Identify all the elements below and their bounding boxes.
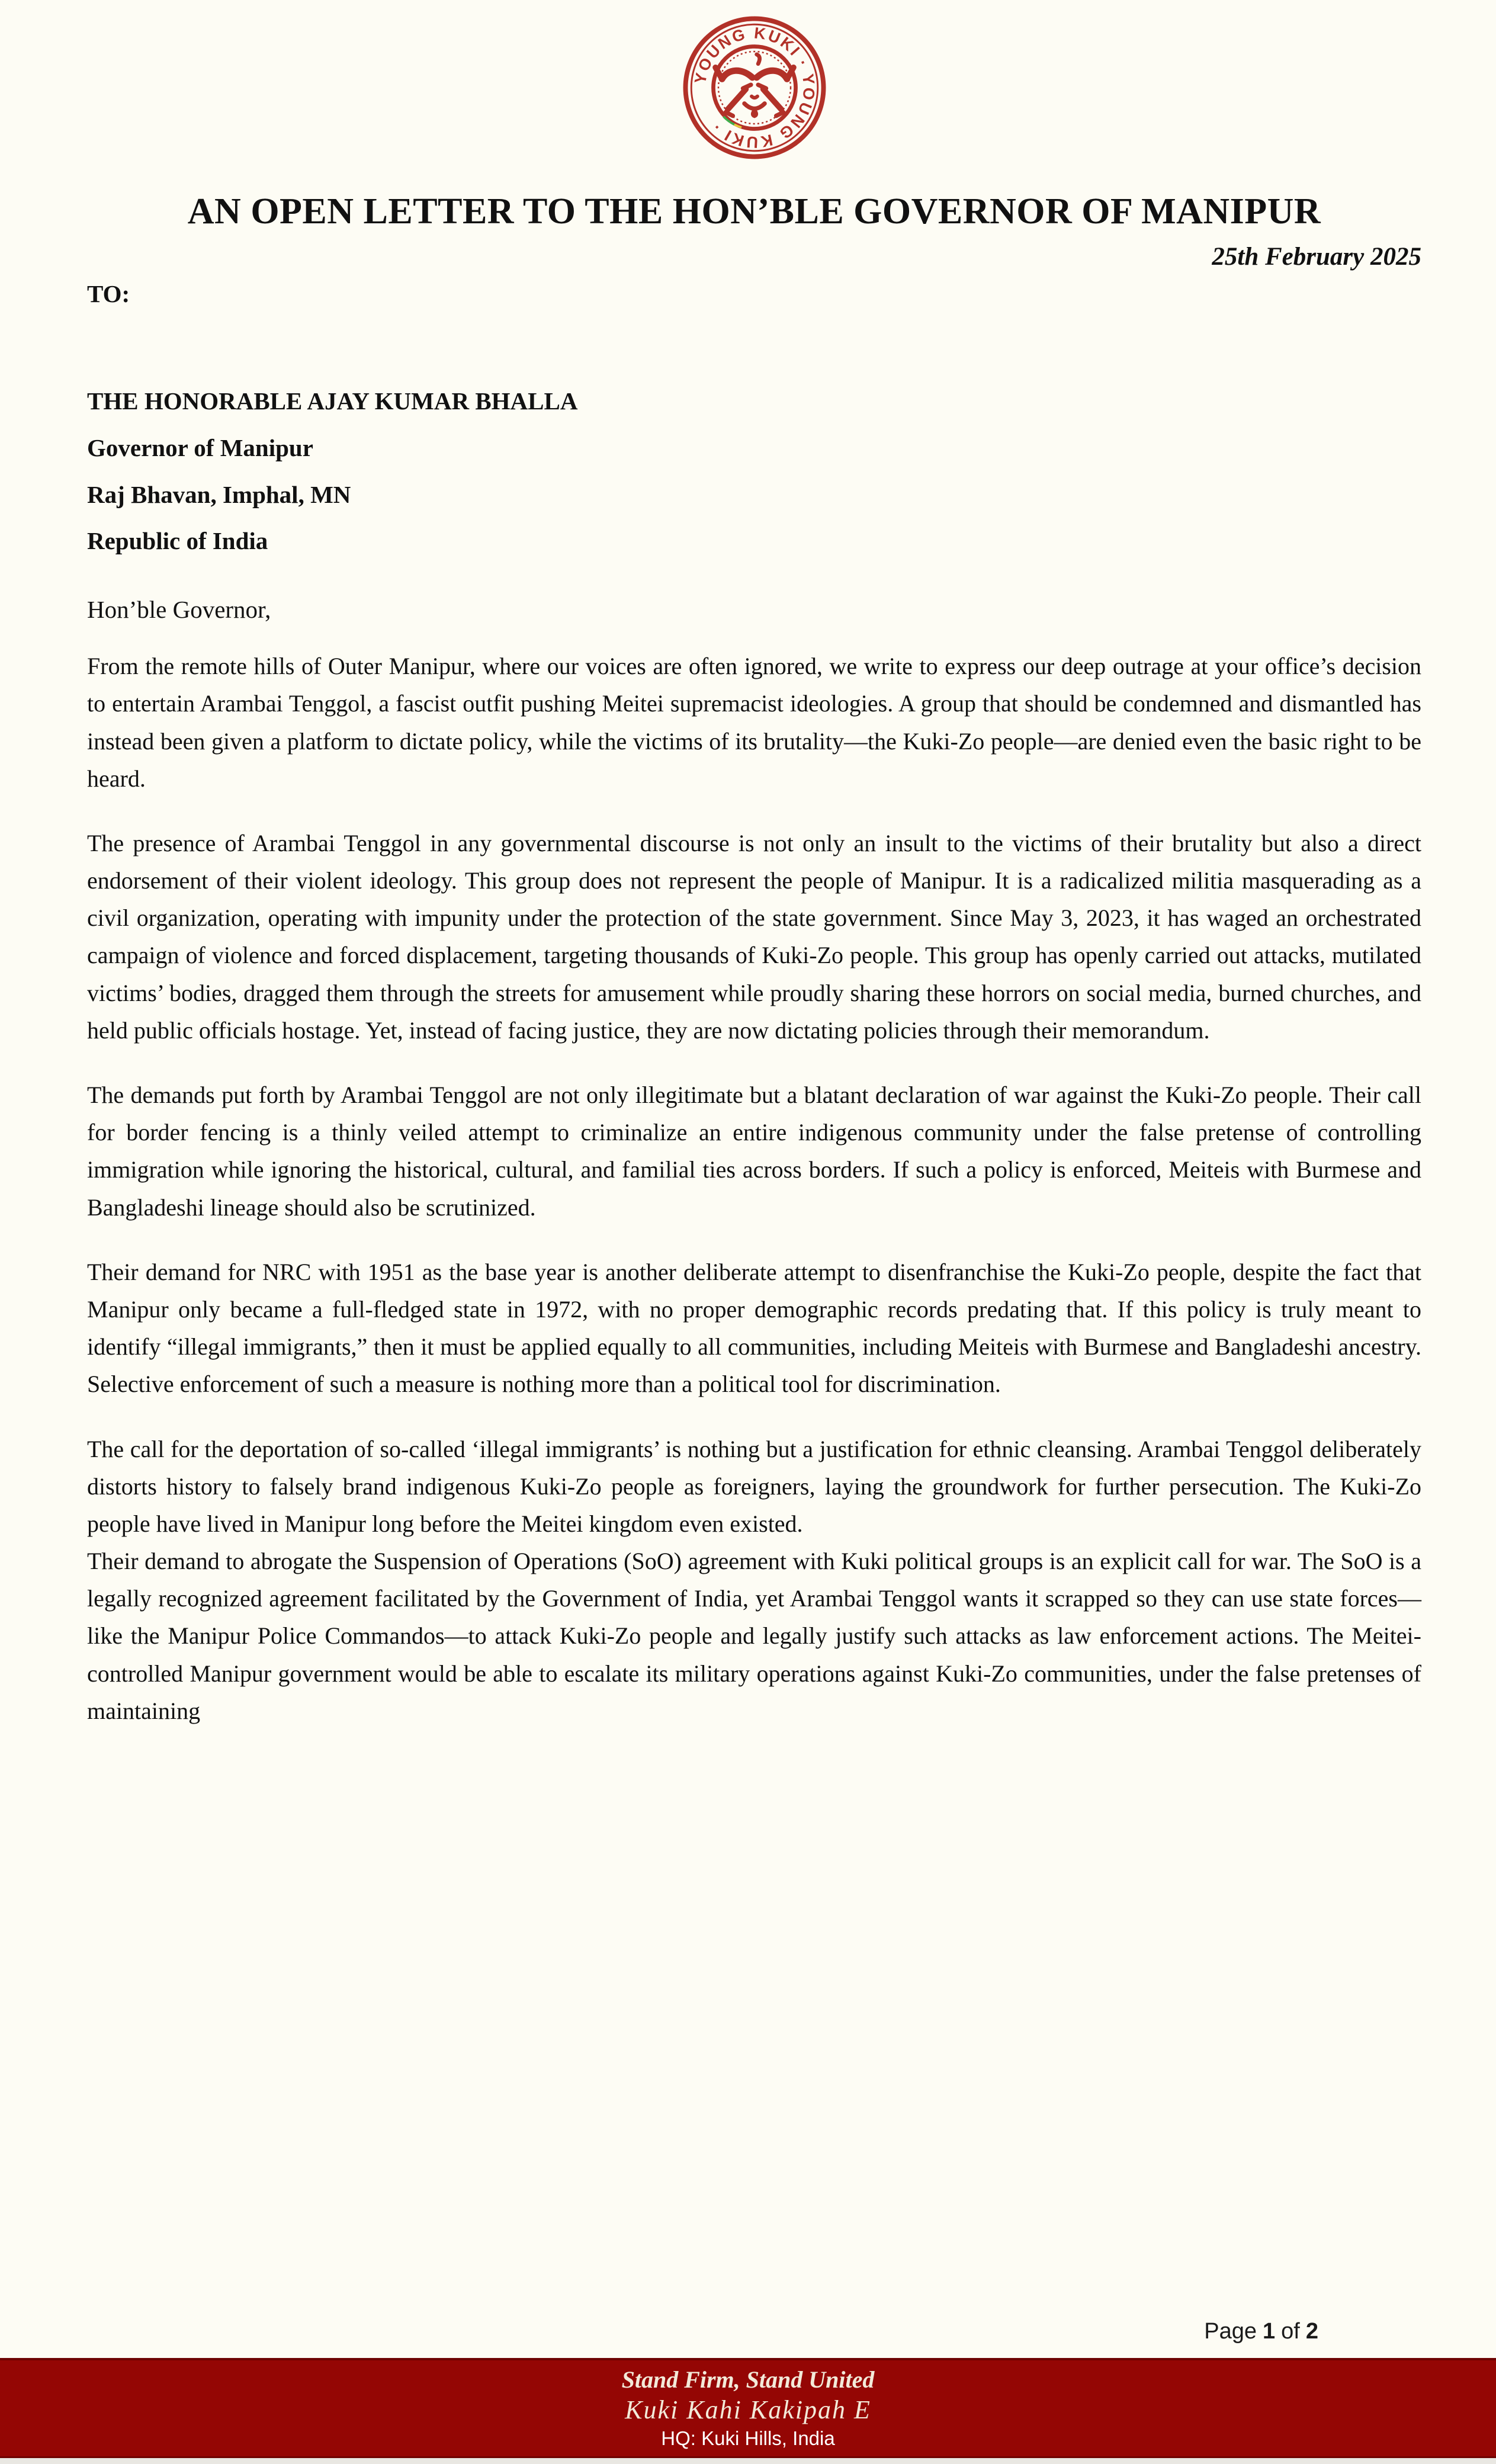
letter-title: AN OPEN LETTER TO THE HON’BLE GOVERNOR OF MANIPUR: [187, 191, 1321, 232]
paragraph-2: The presence of Arambai Tenggol in any governmental discourse is not only an insult to the victims of their brutality but also a direct endorsement of their violent ideology. This group does not represent the people of Manipur. It is a radicalized militia masquerading as a civil organization, operating with impunity under the protection of the state government. Since May 3, 2023, it has waged an orchestrated campaign of violence and forced displacement, targeting thousands of Kuki-Zo people. This group has openly carried out attacks, mutilated victims’ bodies, dragged them through the streets for amusement while proudly sharing these horrors on social media, burned churches, and held public officials hostage. Yet, instead of facing justice, they are now dictating policies through their memorandum.: [87, 829, 1421, 1044]
page-number-total: 2: [1305, 2319, 1318, 2344]
paragraph-6: Their demand to abrogate the Suspension of Operations (SoO) agreement with Kuki political groups is an explicit call for war. The SoO is a legally recognized agreement facilitated by the Government of India, yet Arambai Tenggol wants it scrapped so they can use state forces—like the Manipur Police Commandos—to attack Kuki-Zo people and legally justify such attacks as law enforcement actions. The Meitei-controlled Manipur government would be able to escalate its military operations against Kuki-Zo communities, under the false pretenses of maintaining: [87, 1548, 1421, 1724]
letter-date: 25th February 2025: [1212, 243, 1421, 271]
bottom-edge-strip: [0, 2458, 1496, 2464]
page-number-current: 1: [1263, 2319, 1276, 2344]
recipient-country: Republic of India: [87, 527, 268, 555]
footer-motto-native: Kuki Kahi Kakipah E: [625, 2395, 871, 2424]
paragraph-5: The call for the deportation of so-called ‘illegal immigrants’ is nothing but a justification for ethnic cleansing. Arambai Tenggol deliberately distorts history to falsely brand indigenous Kuki-Zo people as foreigners, laying the groundwork for further persecution. The Kuki-Zo people have lived in Manipur long before the Meitei kingdom even existed.: [87, 1435, 1421, 1537]
recipient-name: THE HONORABLE AJAY KUMAR BHALLA: [87, 387, 578, 415]
salutation: Hon’ble Governor,: [87, 596, 271, 624]
footer-hq: HQ: Kuki Hills, India: [661, 2427, 835, 2450]
page-number: [1204, 2319, 1318, 2344]
young-kuki-seal-icon: [682, 15, 827, 160]
page-number-label: Page: [1204, 2319, 1257, 2344]
to-label: TO:: [87, 280, 130, 308]
recipient-block: [87, 378, 1421, 564]
paragraph-3: The demands put forth by Arambai Tenggol are not only illegitimate but a blatant declaration of war against the Kuki-Zo people. Their call for border fencing is a thinly veiled attempt to criminalize an entire indigenous community under the false pretense of controlling immigration while ignoring the historical, cultural, and familial ties across borders. If such a policy is enforced, Meiteis with Burmese and Bangladeshi lineage should also be scrutinized.: [87, 1082, 1421, 1221]
paragraph-1: From the remote hills of Outer Manipur, where our voices are often ignored, we write to express our deep outrage at your office’s decision to entertain Arambai Tenggol, a fascist outfit pushing Meitei supremacist ideologies. A group that should be condemned and dismantled has instead been given a platform to dictate policy, while the victims of its brutality—the Kuki-Zo people—are denied even the basic right to be heard.: [87, 653, 1421, 792]
footer-band: [0, 2358, 1496, 2458]
footer-motto: Stand Firm, Stand United: [621, 2366, 875, 2393]
paragraph-4: Their demand for NRC with 1951 as the base year is another deliberate attempt to disenfranchise the Kuki-Zo people, despite the fact that Manipur only became a full-fledged state in 1972, with no proper demographic records predating that. If this policy is truly meant to identify “illegal immigrants,” then it must be applied equally to all communities, including Meiteis with Burmese and Bangladeshi ancestry. Selective enforcement of such a measure is nothing more than a political tool for discrimination.: [87, 1258, 1421, 1398]
recipient-title: Governor of Manipur: [87, 434, 313, 462]
seal-ring-text: YOUNG KUKI · YOUNG KUKI ·: [691, 24, 818, 152]
recipient-address: Raj Bhavan, Imphal, MN: [87, 480, 351, 508]
letter-body: [87, 647, 1421, 1730]
page-number-of: of: [1281, 2319, 1300, 2344]
